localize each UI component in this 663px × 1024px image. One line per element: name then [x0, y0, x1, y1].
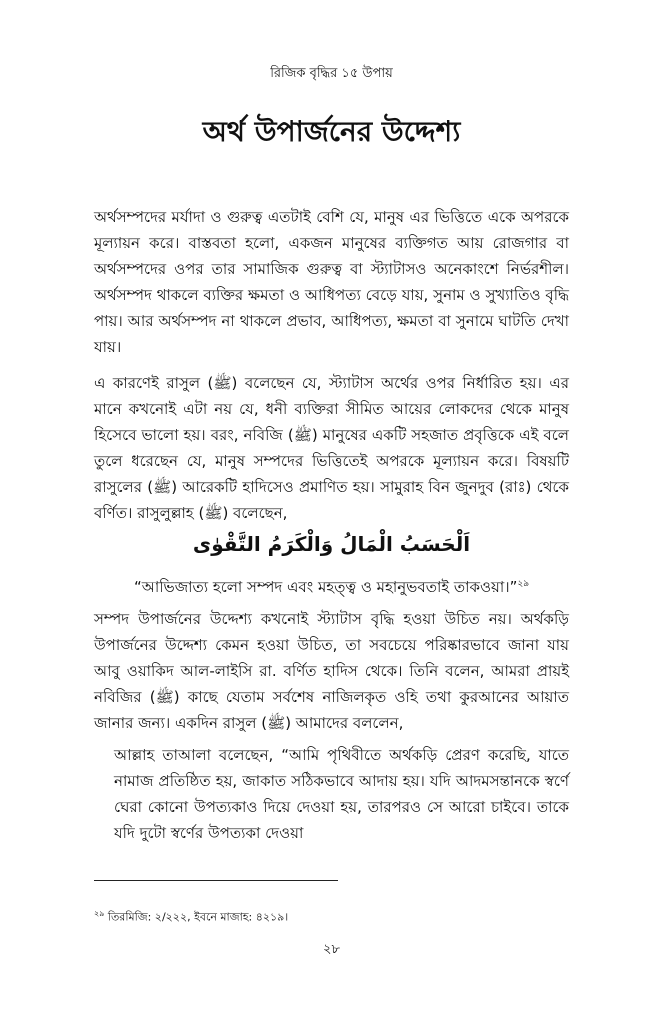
arabic-hadith: اَلْحَسَبُ الْمَالُ وَالْكَرَمُ التَّقْوٰى [192, 532, 471, 556]
paragraph-2: এ কারণেই রাসুল (ﷺ) বলেছেন যে, স্ট্যাটাস অর্থের ওপর নির্ধারিত হয়। এর মানে কখনোই এটা নয় যে, ধনী ব্যক্তিরা সীমিত আয়ের লোকদের থেকে মানুষ হিসেবে ভালো হয়। বরং, নবিজি (ﷺ) মানুষের একটি সহজাত প্রবৃত্তিকে এই বলে তুলে ধরেছেন যে, মানুষ সম্পদের ভিত্তিতেই অপরকে মূল্যায়ন করে। বিষয়টি রাসুলের (ﷺ) আরেকটি হাদিসেও প্রমাণিত হয়। সামুরাহ বিন জুনদুব (রাঃ) থেকে বর্ণিত। রাসুলুল্লাহ (ﷺ) বলেছেন, [94, 374, 570, 522]
footnote-divider [94, 880, 338, 881]
footnote-number: ২৯ [94, 909, 105, 918]
paragraph-1: অর্থসম্পদের মর্যাদা ও গুরুত্ব এতটাই বেশি যে, মানুষ এর ভিত্তিতে একে অপরকে মূল্যায়ন করে। বাস্তবতা হলো, একজন মানুষের ব্যক্তিগত আয় রোজগার বা অর্থসম্পদের ওপর তার সামাজিক গুরুত্ব বা স্ট্যাটাসও অনেকাংশে নির্ভরশীল। অর্থসম্পদ থাকলে ব্যক্তির ক্ষমতা ও আধিপত্য বেড়ে যায়, সুনাম ও সুখ্যাতিও বৃদ্ধি পায়। আর অর্থসম্পদ না থাকলে প্রভাব, আধিপত্য, ক্ষমতা বা সুনামে ঘাটতি দেখা যায়। [94, 208, 569, 356]
hadith-translation [0, 576, 663, 601]
quote-text: “আভিজাত্য হলো সম্পদ এবং মহত্ত্ব ও মহানুভবতাই তাকওয়া।” [133, 578, 518, 596]
paragraph-3: সম্পদ উপার্জনের উদ্দেশ্য কখনোই স্ট্যাটাস বৃদ্ধি হওয়া উচিত নয়। অর্থকড়ি উপার্জনের উদ্দেশ্য কেমন হওয়া উচিত, তা সবচেয়ে পরিষ্কারভাবে জানা যায় আবু ওয়াকিদ আল-লাইসি রা. বর্ণিত হাদিস থেকে। তিনি বলেন, আমরা প্রায়ই নবিজির (ﷺ) কাছে যেতাম সর্বশেষ নাজিলকৃত ওহি তথা কুরআনের আয়াত জানার জন্য। একদিন রাসুল (ﷺ) আমাদের বললেন, [94, 610, 569, 732]
footnote [94, 908, 288, 928]
chapter-title: অর্থ উপার্জনের উদ্দেশ্য [202, 115, 461, 148]
page-number: ২৮ [323, 942, 340, 957]
footnote-text: তিরমিজি: ২/২২২, ইবনে মাজাহ: ৪২১৯। [104, 910, 289, 924]
footnote-ref: ২৯ [517, 579, 530, 589]
running-head: রিজিক বৃদ্ধির ১৫ উপায় [270, 66, 393, 81]
indented-quote: আল্লাহ তাআলা বলেছেন, “আমি পৃথিবীতে অর্থকড়ি প্রেরণ করেছি, যাতে নামাজ প্রতিষ্ঠিত হয়, জাকাত সঠিকভাবে আদায় হয়। যদি আদমসন্তানকে স্বর্ণে ঘেরা কোনো উপত্যকাও দিয়ে দেওয়া হয়, তারপরও সে আরো চাইবে। তাকে যদি দুটো স্বর্ণের উপত্যকা দেওয়া [114, 746, 569, 842]
